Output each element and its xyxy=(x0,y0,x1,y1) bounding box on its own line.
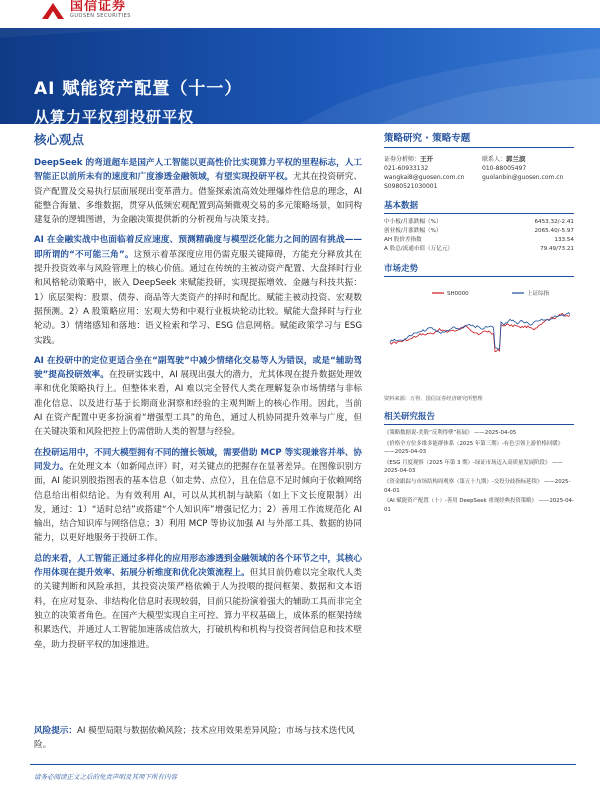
chart-source: 资料来源：万得、国信证券经济研究所整理 xyxy=(384,396,483,402)
market-data-row xyxy=(384,218,574,227)
paragraph xyxy=(34,233,362,347)
related-research-title: 相关研究报告 xyxy=(384,410,574,425)
analyst-phone: 021-60933132 xyxy=(384,165,429,172)
paragraph-highlight: AI 在投研中的定位更适合坐在“副驾驶”中减少情绪化交易等人为错误，或是“辅助驾驶”提高投研效率。 xyxy=(34,355,362,381)
market-data-label: 创业板/月涨跌幅（%） xyxy=(384,228,442,234)
market-trend-title: 市场走势 xyxy=(384,262,574,277)
market-data-label: AH 股价差指数 xyxy=(384,237,422,243)
section-title: 核心观点 xyxy=(34,132,85,147)
report-title: AI 赋能资产配置（十一） xyxy=(34,79,243,99)
analyst-email[interactable]: guolanbin@guosen.com.cn xyxy=(482,174,564,181)
analyst-info xyxy=(384,155,574,191)
analyst-name: 郭兰滨 xyxy=(506,155,526,163)
paragraph-text: 这预示着革深度应用仍需克服关键障碍，方能充分释放其在提升投资效率与风险管理上的核心价值。通过在传统的主被动资产配置、大盘择时行业和风格轮动策略中，嵌入 DeepSeek 来赋能投研，实现提振增效、金融与科技共振：1）底层架构：股票、债券、商品等大类资产的择时和配比。赋能主被动投资、宏观数据预测。2）A 股策略应用：宏观大势和中观行业板块轮动比较。赋能大盘择时与行业轮动。3）情绪感知和落地：语义检索和学习、ESG 信息网格。赋能政策学习与 ESG 实践。 xyxy=(34,249,362,346)
paragraph xyxy=(34,354,362,440)
logo-mark-icon xyxy=(42,1,64,19)
market-data-row xyxy=(384,236,574,245)
market-data-label: 中小板/月涨跌幅（%） xyxy=(384,219,442,225)
related-report-link[interactable]: 《策略数据说-美股“反利得孽”拓展》 ——2025-04-05 xyxy=(384,430,517,436)
market-data-label: A 股总/流通市值（万亿元） xyxy=(384,246,454,252)
legend-label: 上证综指 xyxy=(527,291,550,297)
market-trend-chart xyxy=(384,281,574,393)
paragraph xyxy=(34,446,362,546)
analyst-role: 联系人： xyxy=(482,156,507,163)
market-data-row xyxy=(384,245,574,254)
analyst-cert: S0980521030001 xyxy=(384,183,438,190)
paragraph-highlight: DeepSeek 的弯道超车是国产人工智能以更高性价比实现算力平权的里程标志，人工智能正以前所未有的速度和广度渗透金融领域，有望实现投研平权。 xyxy=(34,158,362,183)
market-data-table xyxy=(384,218,574,254)
paragraph-highlight: 总的来看，人工智能正通过多样化的应用形态渗透到金融领域的各个环节之中，其核心作用体现在提升效率、拓展分析维度和优化决策流程上。 xyxy=(34,553,362,579)
related-research-list xyxy=(384,429,574,514)
risk-warning xyxy=(34,724,362,752)
company-logo xyxy=(42,0,131,19)
disclaimer-note: 请务必阅读正文之后的免责声明及其项下所有内容 xyxy=(34,773,177,781)
market-data-row xyxy=(384,227,574,236)
footer-divider xyxy=(30,764,576,765)
title-banner xyxy=(0,28,600,124)
analyst-name: 王开 xyxy=(420,155,434,163)
paragraph-text: 但其目前仍难以完全取代人类的关键判断和风险承担，其投资决策严格依赖于人为投喂的提问框架、数据和文本语料，在应对复杂、非结构化信息时表现较弱，目前只能扮演着强大的辅助工具而非完全独立的决策者角色。在国产大模型实现自主可控、算力平权基础上，成体系的框架持续积累迭代，并通过人工智能加速落成信放大，打破机构和机构与投资者间信息和技术壁垒，助力投研平权的加速推进。 xyxy=(34,568,362,650)
paragraph-text: 尤其在投资研究、资产配置及交易执行层面展现出变革潜力。借鉴探索流高效处理爆炸性信息的理念，AI 能整合海量、多维数据，贯穿从低频宏观配置到高频微观交易的多元策略场景，如同构建复杂的逻辑图谱，为金融决策提供新的分析视角与决策支持。 xyxy=(34,172,362,226)
paragraph-text: 在投研实践中，AI 展现出强大的潜力，尤其体现在提升数据处理效率和优化策略执行上。但整体来看，AI 难以完全替代人类在理解复杂市场情绪与非标准化信息、以及进行基于长期商业洞察和经验的主观判断上的核心作用。因此，当前 AI 在资产配置中更多扮演着“增强型工具”的角色，通过人机协同提升效率与广度，但在关键决策和风险把控上仍需借助人类的智慧与经验。 xyxy=(34,370,362,438)
related-report-link[interactable]: 《价格全方位多维多能群体系（2025 年第三期）-有色引领上游价格回暖》 ——2025-04-03 xyxy=(384,440,564,456)
paragraph-highlight: AI 在金融实战中也面临着反应速度、预测精确度与模型泛化能力之间的固有挑战——即所谓的“不可能三角”。 xyxy=(34,235,362,260)
paragraph-highlight: 在投研运用中，不同大模型拥有不同的擅长领域，需要借助 MCP 等实现兼容并举、协同发力。 xyxy=(34,447,362,472)
report-category: 策略研究 · 策略专题 xyxy=(384,130,574,148)
legend-label: SH0000 xyxy=(447,291,469,297)
related-report-link[interactable]: 《资金跟踪与市场结构周观察（第五十九期）-交投分歧指标延续》 ——2025-04-01 xyxy=(384,478,571,494)
analyst-card xyxy=(384,155,476,191)
sidebar xyxy=(384,130,574,516)
analyst-email[interactable]: wangkai8@guosen.com.cn xyxy=(384,174,465,181)
report-subtitle: 从算力平权到投研平权 xyxy=(34,108,195,124)
market-trend-svg xyxy=(384,281,574,393)
logo-bar xyxy=(0,0,600,28)
logo-text-cn: 国信证券 xyxy=(70,0,127,14)
paragraph xyxy=(34,156,362,227)
market-data-value: 2065.40/-5.97 xyxy=(534,228,574,234)
analyst-phone: 010-88005497 xyxy=(482,165,527,172)
related-report-link[interactable]: 《ESG 月度观察（2025 年第 3 期）-绿证市场迈入高质量发展阶段》 ——2025-04-03 xyxy=(384,459,563,475)
paragraph xyxy=(34,552,362,652)
risk-text: AI 模型局限与数据依赖风险；技术应用效果差异风险；市场与技术迭代风险。 xyxy=(34,726,355,750)
market-data-value: 6453.32/-2.41 xyxy=(534,219,574,225)
paragraph-text: 在处理文本（如新闻点评）时，对关键点的把握存在显著差异。在图像识别方面，AI 能识别股指图表的基本信息（如走势、点位），且在信息不足时倾向于依赖网络信息给出相似结论。为有效利用 AI，可以从其机制与缺陷（如上下文长度限制）出发，通过：1）“适时总结”或搭建“个人知识库”增强记忆力；2）善用工作流规范化 AI 输出，结合知识库与网络信息；3）利用 MCP 等协议加强 AI 与外部工具、数据的协同能力，以更好地服务于投研工作。 xyxy=(34,461,362,544)
related-report-link[interactable]: 《AI 赋能资产配置（十）-善用 DeepSeek 重现经典投资策略》 ——2025-04-01 xyxy=(384,498,574,513)
risk-label: 风险提示： xyxy=(34,726,77,736)
logo-text-en: GUOSEN SECURITIES xyxy=(70,13,131,19)
market-data-value: 133.54 xyxy=(554,237,574,243)
analyst-card xyxy=(482,155,574,191)
analyst-role: 证券分析师： xyxy=(384,156,421,163)
market-data-title: 基本数据 xyxy=(384,199,574,214)
core-views-section xyxy=(34,130,362,658)
market-data-value: 79.49/73.21 xyxy=(540,246,574,252)
